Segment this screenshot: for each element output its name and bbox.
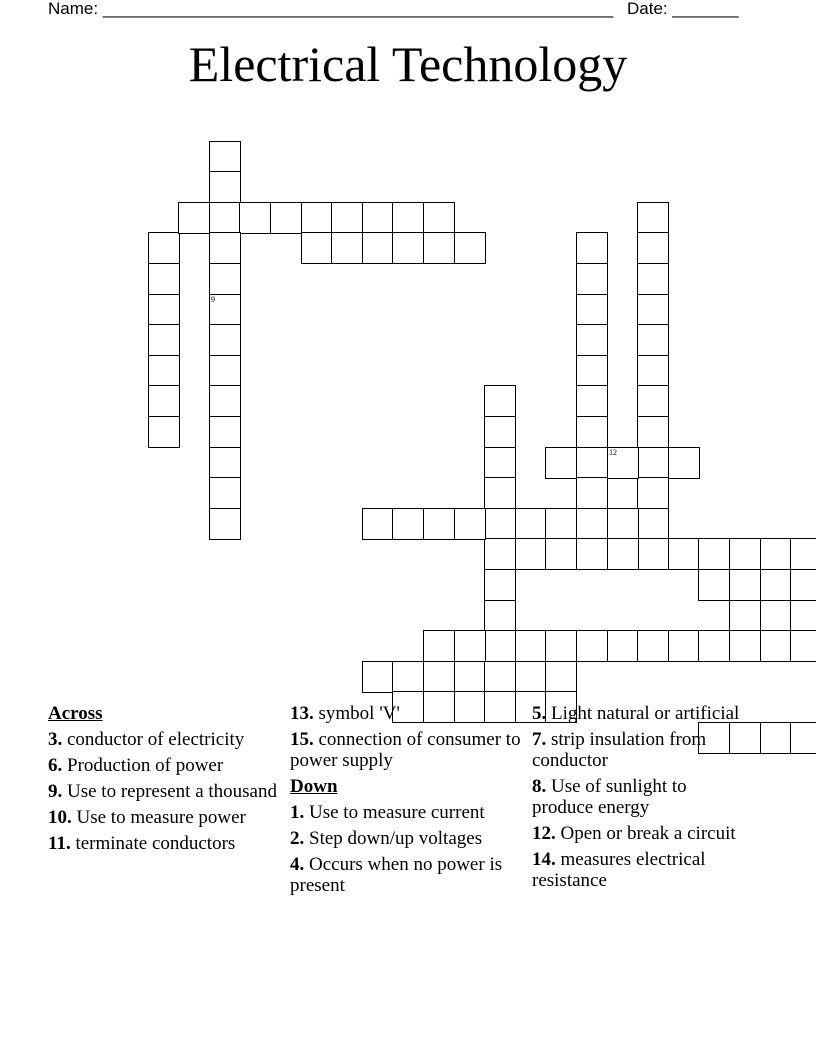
crossword-cell[interactable] bbox=[607, 630, 639, 662]
crossword-cell[interactable] bbox=[576, 416, 608, 448]
crossword-cell[interactable] bbox=[576, 232, 608, 264]
crossword-cell[interactable] bbox=[484, 538, 516, 570]
clue-item bbox=[48, 833, 278, 854]
crossword-cell[interactable] bbox=[790, 630, 816, 662]
crossword-cell[interactable] bbox=[423, 661, 455, 693]
crossword-cell[interactable] bbox=[209, 477, 241, 509]
crossword-cell[interactable] bbox=[760, 569, 792, 601]
crossword-cell[interactable] bbox=[362, 232, 394, 264]
crossword-cell[interactable] bbox=[454, 508, 486, 540]
crossword-cell[interactable] bbox=[729, 630, 761, 662]
crossword-cell[interactable] bbox=[576, 508, 608, 540]
clue-text: Step down/up voltages bbox=[304, 828, 483, 849]
clue-item bbox=[290, 802, 526, 823]
crossword-cell[interactable] bbox=[454, 661, 486, 693]
crossword-cell[interactable] bbox=[148, 232, 180, 264]
clue-text: Open or break a circuit bbox=[555, 823, 736, 844]
crossword-cell[interactable] bbox=[637, 447, 669, 479]
crossword-cell[interactable] bbox=[576, 385, 608, 417]
clue-number-label: 13. bbox=[290, 703, 314, 724]
crossword-cell[interactable] bbox=[392, 508, 424, 540]
crossword-cell[interactable] bbox=[668, 447, 700, 479]
crossword-cell[interactable] bbox=[668, 538, 700, 570]
clue-number-label: 5. bbox=[532, 703, 547, 724]
crossword-cell[interactable] bbox=[239, 202, 271, 234]
crossword-cell[interactable] bbox=[637, 324, 669, 356]
crossword-cell[interactable] bbox=[790, 722, 816, 754]
crossword-cell[interactable] bbox=[729, 569, 761, 601]
crossword-cell[interactable] bbox=[209, 508, 241, 540]
crossword-cell[interactable] bbox=[576, 263, 608, 295]
clue-number-label: 9. bbox=[48, 781, 63, 802]
clue-text: measures electrical resistance bbox=[532, 849, 706, 891]
crossword-cell[interactable] bbox=[637, 538, 669, 570]
clue-number: 12 bbox=[609, 448, 617, 457]
clue-item bbox=[290, 703, 526, 724]
crossword-cell[interactable] bbox=[454, 232, 486, 264]
clue-text: connection of consumer to power supply bbox=[290, 729, 521, 771]
crossword-cell[interactable] bbox=[148, 416, 180, 448]
crossword-cell[interactable] bbox=[698, 630, 730, 662]
crossword-cell[interactable] bbox=[545, 538, 577, 570]
clue-number-label: 2. bbox=[290, 828, 305, 849]
clue-text: symbol 'V' bbox=[313, 703, 400, 724]
crossword-cell[interactable] bbox=[637, 355, 669, 387]
crossword-cell[interactable] bbox=[392, 202, 424, 234]
crossword-cell[interactable] bbox=[576, 538, 608, 570]
clue-number: 9 bbox=[211, 295, 215, 304]
crossword-cell[interactable] bbox=[545, 630, 577, 662]
crossword-cell[interactable] bbox=[790, 538, 816, 570]
crossword-cell[interactable] bbox=[484, 447, 516, 479]
clue-text: strip insulation from conductor bbox=[532, 729, 707, 771]
clue-text: conductor of electricity bbox=[62, 729, 245, 750]
crossword-cell[interactable] bbox=[515, 630, 547, 662]
crossword-cell[interactable] bbox=[209, 294, 241, 326]
crossword-cell[interactable] bbox=[698, 569, 730, 601]
clue-number-label: 11. bbox=[48, 833, 71, 854]
crossword-cell[interactable] bbox=[423, 202, 455, 234]
date-field[interactable]: Date: _______ bbox=[627, 0, 739, 18]
page-title: Electrical Technology bbox=[188, 36, 628, 92]
crossword-cell[interactable] bbox=[637, 232, 669, 264]
clue-number-label: 8. bbox=[532, 776, 547, 797]
crossword-cell[interactable] bbox=[637, 294, 669, 326]
crossword-cell[interactable] bbox=[637, 202, 669, 234]
crossword-cell[interactable] bbox=[576, 355, 608, 387]
clue-number-label: 14. bbox=[532, 849, 556, 870]
crossword-cell[interactable] bbox=[392, 232, 424, 264]
crossword-cell[interactable] bbox=[545, 661, 577, 693]
crossword-cell[interactable] bbox=[760, 600, 792, 632]
crossword-cell[interactable] bbox=[362, 202, 394, 234]
crossword-cell[interactable] bbox=[148, 294, 180, 326]
crossword-cell[interactable] bbox=[576, 324, 608, 356]
clue-text: Production of power bbox=[62, 755, 224, 776]
crossword-cell[interactable] bbox=[637, 508, 669, 540]
crossword-cell[interactable] bbox=[576, 477, 608, 509]
clues-column-2 bbox=[290, 703, 526, 901]
crossword-cell[interactable] bbox=[576, 447, 608, 479]
crossword-cell[interactable] bbox=[637, 263, 669, 295]
crossword-cell[interactable] bbox=[515, 508, 547, 540]
clue-item bbox=[532, 703, 752, 724]
crossword-cell[interactable] bbox=[576, 294, 608, 326]
crossword-cell[interactable] bbox=[148, 355, 180, 387]
clues-column-3 bbox=[532, 703, 752, 896]
crossword-cell[interactable] bbox=[545, 447, 577, 479]
crossword-cell[interactable] bbox=[760, 538, 792, 570]
crossword-cell[interactable] bbox=[484, 385, 516, 417]
clue-text: Use of sunlight to produce energy bbox=[532, 776, 687, 818]
crossword-cell[interactable] bbox=[301, 232, 333, 264]
crossword-cell[interactable] bbox=[515, 538, 547, 570]
crossword-cell[interactable] bbox=[148, 385, 180, 417]
crossword-cell[interactable] bbox=[637, 630, 669, 662]
crossword-cell[interactable] bbox=[209, 447, 241, 479]
crossword-cell[interactable] bbox=[484, 661, 516, 693]
name-field[interactable]: Name: ______________________________________________________ bbox=[48, 0, 614, 18]
crossword-cell[interactable] bbox=[209, 324, 241, 356]
crossword-cell[interactable] bbox=[607, 538, 639, 570]
clue-item bbox=[290, 854, 526, 896]
clue-item bbox=[290, 729, 526, 771]
clue-number-label: 12. bbox=[532, 823, 556, 844]
crossword-cell[interactable] bbox=[637, 477, 669, 509]
clue-item bbox=[290, 828, 526, 849]
crossword-cell[interactable] bbox=[607, 508, 639, 540]
clue-item bbox=[532, 823, 752, 844]
crossword-cell[interactable] bbox=[760, 630, 792, 662]
crossword-cell[interactable] bbox=[392, 661, 424, 693]
crossword-cell[interactable] bbox=[698, 538, 730, 570]
clue-number-label: 4. bbox=[290, 854, 305, 875]
clue-number-label: 1. bbox=[290, 802, 305, 823]
crossword-cell[interactable] bbox=[576, 630, 608, 662]
crossword-cell[interactable] bbox=[729, 538, 761, 570]
clue-text: Use to measure current bbox=[304, 802, 485, 823]
crossword-cell[interactable] bbox=[668, 630, 700, 662]
crossword-cell[interactable] bbox=[209, 232, 241, 264]
crossword-cell[interactable] bbox=[423, 508, 455, 540]
crossword-cell[interactable] bbox=[209, 385, 241, 417]
clue-text: Occurs when no power is present bbox=[290, 854, 503, 896]
clue-heading-across: Across bbox=[48, 703, 103, 724]
clue-item bbox=[48, 781, 278, 802]
clue-number-label: 3. bbox=[48, 729, 63, 750]
clue-number-label: 7. bbox=[532, 729, 547, 750]
clue-text: Light natural or artificial bbox=[546, 703, 740, 724]
crossword-cell[interactable] bbox=[178, 202, 210, 234]
crossword-cell[interactable] bbox=[301, 202, 333, 234]
crossword-cell[interactable] bbox=[729, 600, 761, 632]
crossword-cell[interactable] bbox=[362, 661, 394, 693]
crossword-cell[interactable] bbox=[454, 630, 486, 662]
clue-item bbox=[48, 807, 278, 828]
clues-column-1 bbox=[48, 703, 278, 859]
crossword-cell[interactable] bbox=[270, 202, 302, 234]
crossword-cell[interactable] bbox=[209, 141, 241, 173]
crossword-cell[interactable] bbox=[209, 355, 241, 387]
crossword-cell[interactable] bbox=[331, 232, 363, 264]
clue-item bbox=[48, 729, 278, 750]
crossword-cell[interactable] bbox=[760, 722, 792, 754]
clue-text: Use to measure power bbox=[71, 807, 246, 828]
crossword-cell[interactable] bbox=[637, 416, 669, 448]
crossword-cell[interactable] bbox=[484, 600, 516, 632]
crossword-cell[interactable] bbox=[607, 447, 639, 479]
crossword-cell[interactable] bbox=[545, 508, 577, 540]
crossword-cell[interactable] bbox=[484, 508, 516, 540]
crossword-cell[interactable] bbox=[637, 385, 669, 417]
crossword-cell[interactable] bbox=[331, 202, 363, 234]
clue-item bbox=[532, 776, 752, 818]
clue-number-label: 6. bbox=[48, 755, 63, 776]
crossword-cell[interactable] bbox=[790, 600, 816, 632]
crossword-cell[interactable] bbox=[209, 171, 241, 203]
crossword-cell[interactable] bbox=[148, 263, 180, 295]
crossword-cell[interactable] bbox=[423, 630, 455, 662]
crossword-cell[interactable] bbox=[148, 324, 180, 356]
crossword-cell[interactable] bbox=[515, 661, 547, 693]
clue-item bbox=[532, 729, 752, 771]
crossword-cell[interactable] bbox=[362, 508, 394, 540]
crossword-cell[interactable] bbox=[209, 263, 241, 295]
crossword-cell[interactable] bbox=[484, 630, 516, 662]
clue-number-label: 10. bbox=[48, 807, 72, 828]
clue-item bbox=[532, 849, 752, 891]
clue-heading-down: Down bbox=[290, 776, 338, 797]
clue-item bbox=[48, 755, 278, 776]
crossword-cell[interactable] bbox=[484, 477, 516, 509]
crossword-cell[interactable] bbox=[209, 202, 241, 234]
clue-text: terminate conductors bbox=[70, 833, 236, 854]
clue-text: Use to represent a thousand bbox=[62, 781, 277, 802]
crossword-cell[interactable] bbox=[423, 232, 455, 264]
crossword-cell[interactable] bbox=[484, 416, 516, 448]
crossword-cell[interactable] bbox=[790, 569, 816, 601]
clue-number-label: 15. bbox=[290, 729, 314, 750]
crossword-cell[interactable] bbox=[484, 569, 516, 601]
crossword-cell[interactable] bbox=[209, 416, 241, 448]
